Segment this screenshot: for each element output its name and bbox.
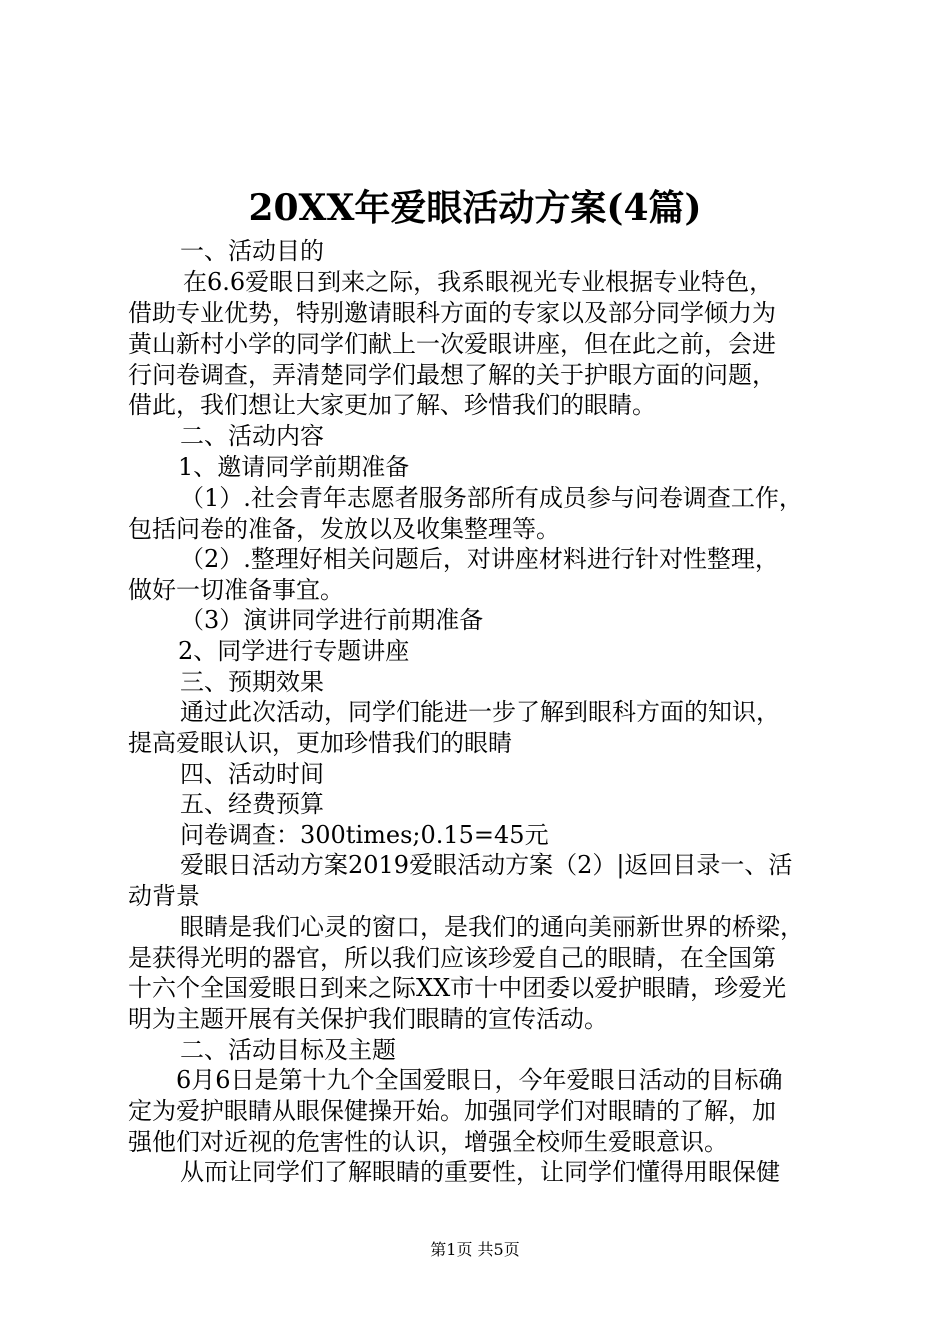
- body-line: 四、活动时间: [180, 760, 324, 788]
- body-line: （3）演讲同学进行前期准备: [180, 606, 484, 634]
- body-line: 2、同学进行专题讲座: [178, 637, 410, 665]
- body-line: 五、经费预算: [180, 790, 324, 818]
- body-line: 明为主题开展有关保护我们眼睛的宣传活动。: [128, 1005, 608, 1033]
- body-line: 十六个全国爱眼日到来之际XX市十中团委以爱护眼睛，珍爱光: [128, 974, 787, 1002]
- body-line: 强他们对近视的危害性的认识，增强全校师生爱眼意识。: [128, 1128, 728, 1156]
- body-line: 是获得光明的器官，所以我们应该珍爱自己的眼睛，在全国第: [128, 944, 776, 972]
- body-line: 眼睛是我们心灵的窗口，是我们的通向美丽新世界的桥梁，: [180, 913, 804, 941]
- body-line: 借助专业优势，特别邀请眼科方面的专家以及部分同学倾力为: [128, 299, 776, 327]
- body-line: 二、活动内容: [180, 422, 324, 450]
- body-line: （1）.社会青年志愿者服务部所有成员参与问卷调查工作，: [180, 484, 803, 512]
- body-line: 从而让同学们了解眼睛的重要性，让同学们懂得用眼保健: [180, 1158, 780, 1186]
- page-number: 第1页 共5页: [430, 1240, 520, 1259]
- body-line: 1、邀请同学前期准备: [178, 453, 410, 481]
- body-line: 问卷调查：300times;0.15=45元: [180, 821, 549, 849]
- body-line: 借此，我们想让大家更加了解、珍惜我们的眼睛。: [128, 391, 656, 419]
- body-line: （2）.整理好相关问题后，对讲座材料进行针对性整理，: [180, 545, 779, 573]
- body-line: 行问卷调查，弄清楚同学们最想了解的关于护眼方面的问题，: [128, 361, 776, 389]
- document-title: 20XX年爱眼活动方案(4篇): [248, 187, 702, 229]
- body-line: 黄山新村小学的同学们献上一次爱眼讲座，但在此之前，会进: [128, 330, 776, 358]
- body-line: 做好一切准备事宜。: [128, 576, 344, 604]
- body-line: 爱眼日活动方案2019爱眼活动方案（2）|返回目录一、活: [180, 851, 793, 879]
- body-line: 通过此次活动，同学们能进一步了解到眼科方面的知识，: [180, 698, 780, 726]
- body-line: 提高爱眼认识，更加珍惜我们的眼睛: [128, 729, 512, 757]
- body-line: 三、预期效果: [180, 668, 324, 696]
- body-line: 动背景: [128, 882, 200, 910]
- body-line: 在6.6爱眼日到来之际，我系眼视光专业根据专业特色，: [183, 268, 774, 296]
- body-line: 一、活动目的: [180, 237, 324, 265]
- body-line: 定为爱护眼睛从眼保健操开始。加强同学们对眼睛的了解，加: [128, 1097, 776, 1125]
- body-line: 6月6日是第十九个全国爱眼日，今年爱眼日活动的目标确: [176, 1066, 783, 1094]
- body-line: 二、活动目标及主题: [180, 1036, 396, 1064]
- body-line: 包括问卷的准备，发放以及收集整理等。: [128, 515, 560, 543]
